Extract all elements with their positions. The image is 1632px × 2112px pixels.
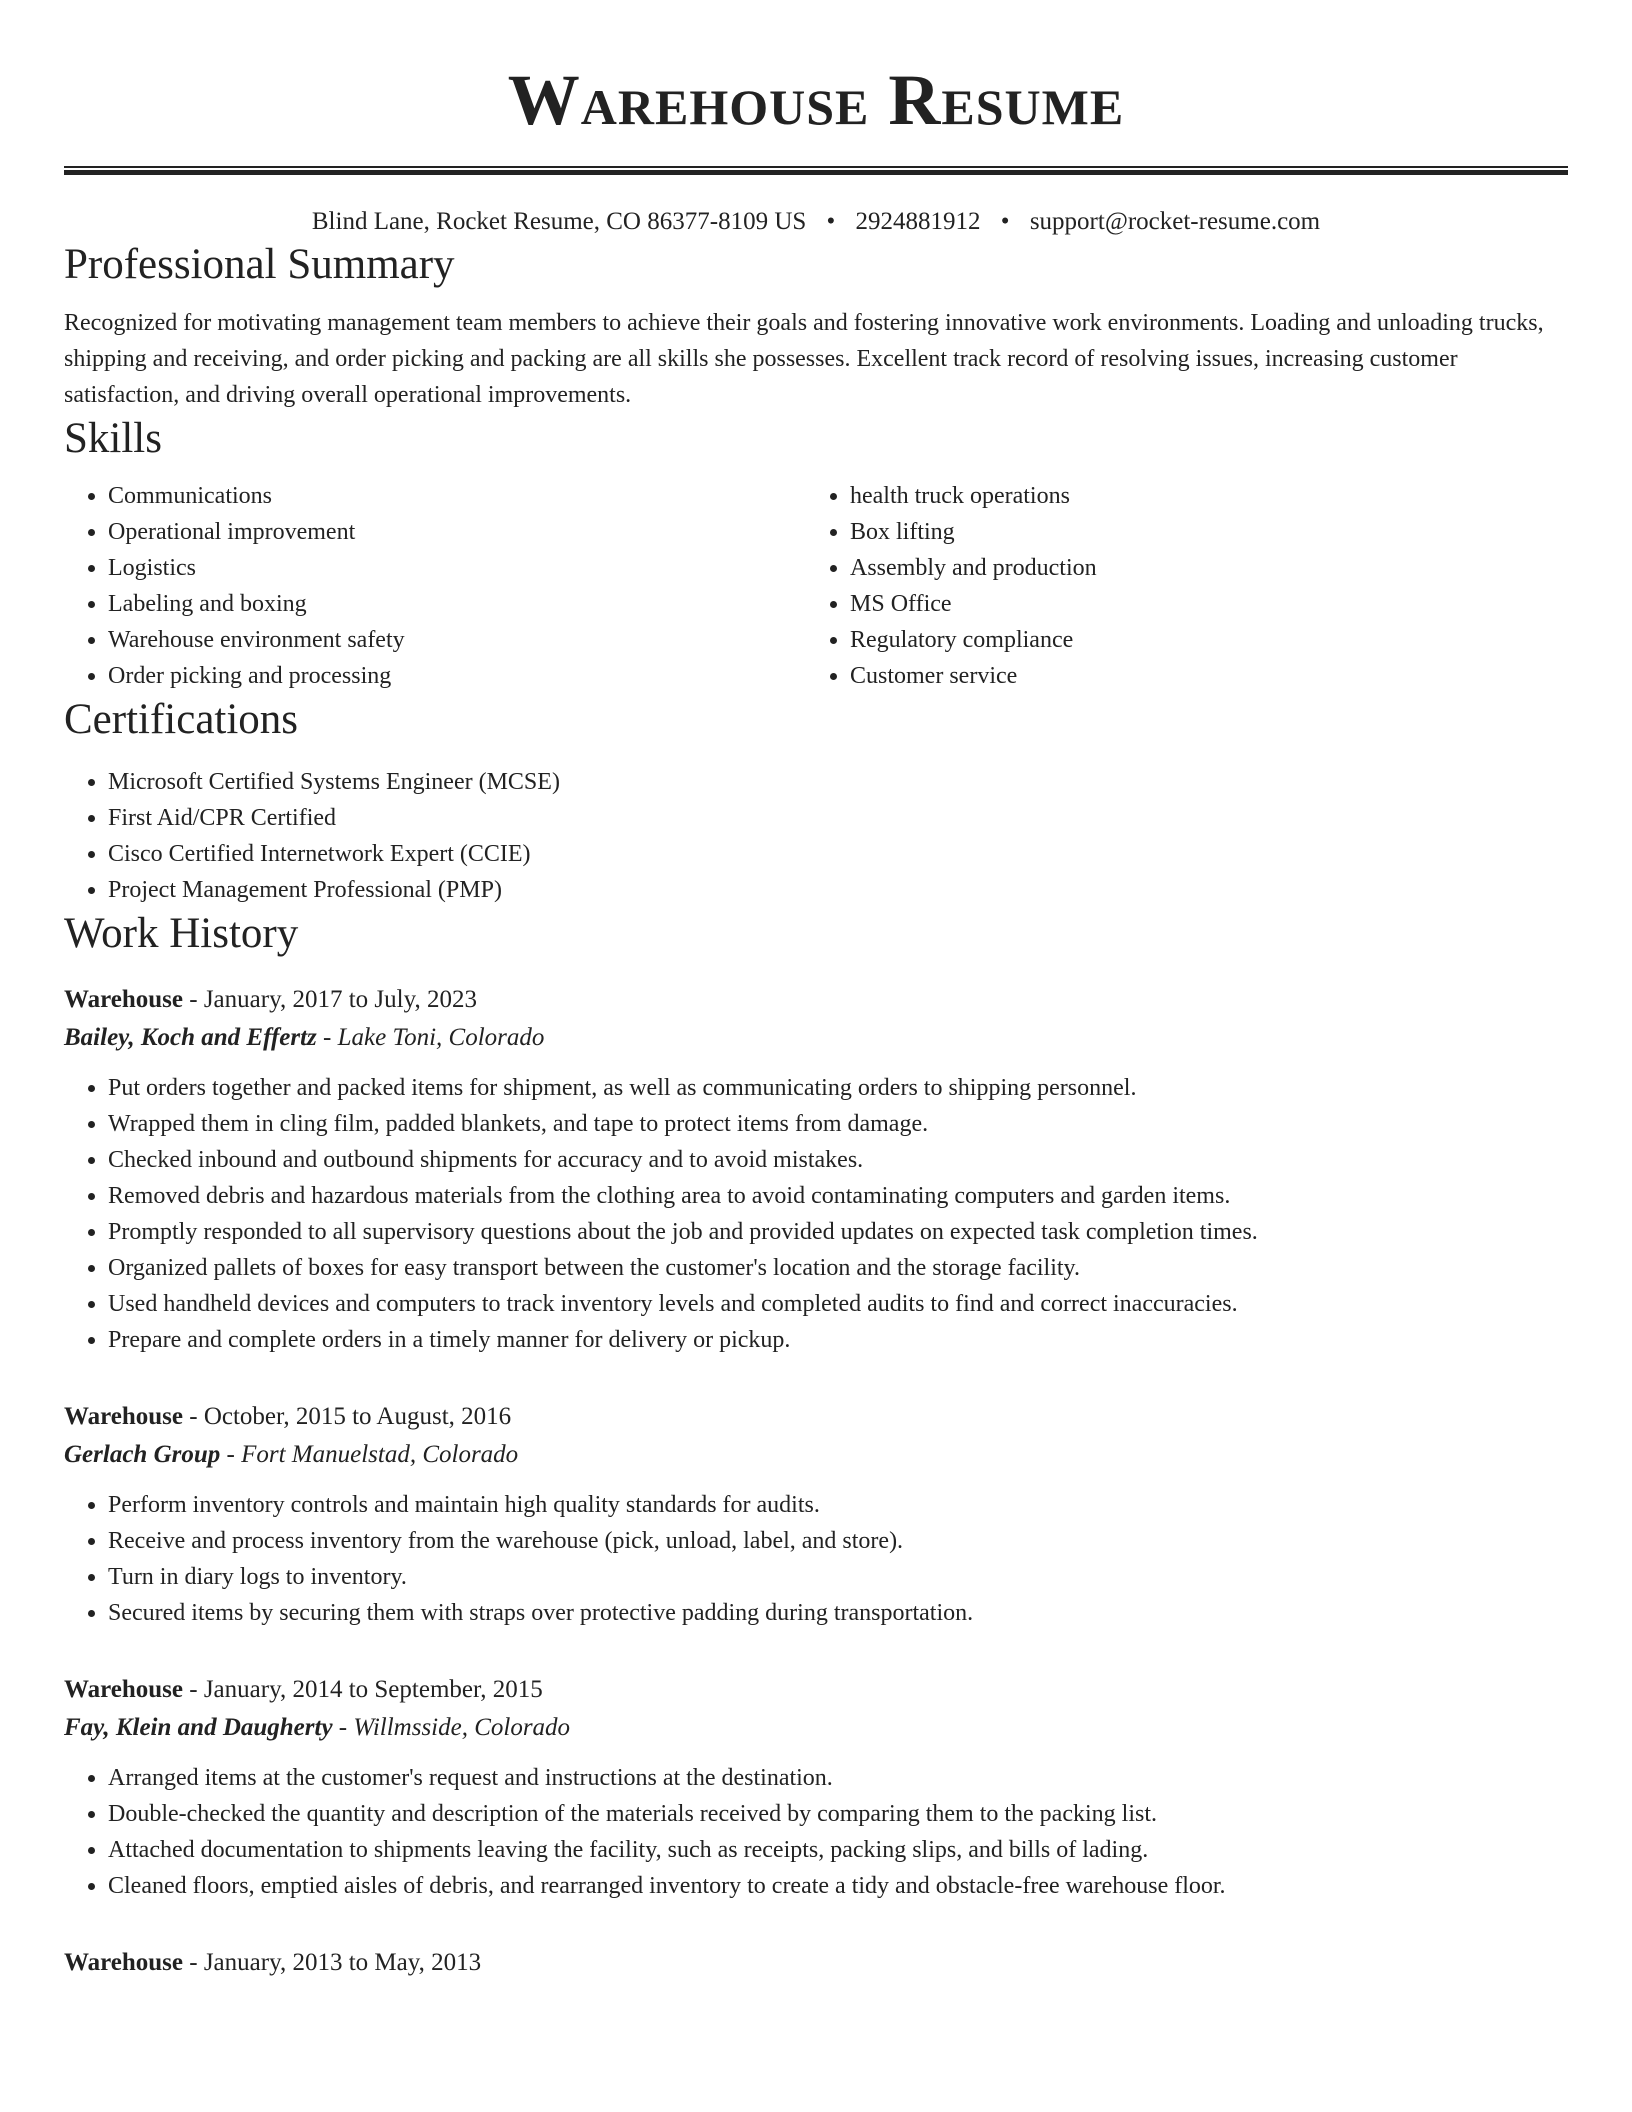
job-dates: January, 2013 to May, 2013 xyxy=(203,1949,482,1977)
job-dash: - xyxy=(183,986,204,1014)
certifications-list xyxy=(64,764,1568,908)
skills-column-left xyxy=(64,478,806,694)
job-title-line xyxy=(64,1398,1568,1436)
job-bullet: • Receive and process inventory from the warehouse (pick, unload, label, and store). xyxy=(108,1523,1568,1559)
job-role: Warehouse xyxy=(64,1403,183,1431)
job-bullet: • Turn in diary logs to inventory. xyxy=(108,1559,1568,1595)
job-company: Bailey, Koch and Effertz xyxy=(64,1024,317,1052)
certification-item: • First Aid/CPR Certified xyxy=(108,800,1568,836)
job-bullet: • Arranged items at the customer's request and instructions at the destination. xyxy=(108,1760,1568,1796)
job-title-line xyxy=(64,981,1568,1019)
job-bullet: • Promptly responded to all supervisory questions about the job and provided updates on expected task completion times. xyxy=(108,1214,1568,1250)
job-bullet: • Prepare and complete orders in a timely manner for delivery or pickup. xyxy=(108,1322,1568,1358)
job-company-line xyxy=(64,1436,1568,1474)
job-dash: - xyxy=(183,1403,204,1431)
skill-item: • Operational improvement xyxy=(108,514,806,550)
job-role: Warehouse xyxy=(64,1676,183,1704)
job-bullets xyxy=(64,1760,1568,1904)
job-title-line xyxy=(64,1944,1568,1982)
job-dates: January, 2017 to July, 2023 xyxy=(203,986,477,1014)
skill-item: • health truck operations xyxy=(850,478,1548,514)
certification-item: • Microsoft Certified Systems Engineer (MCSE) xyxy=(108,764,1568,800)
job-bullet: • Perform inventory controls and maintain high quality standards for audits. xyxy=(108,1487,1568,1523)
contact-phone: 2924881912 xyxy=(855,208,981,235)
skill-item: • Logistics xyxy=(108,550,806,586)
job-location: Fort Manuelstad, Colorado xyxy=(241,1441,519,1469)
job-bullet: • Wrapped them in cling film, padded blankets, and tape to protect items from damage. xyxy=(108,1106,1568,1142)
job-bullet: • Attached documentation to shipments leaving the facility, such as receipts, packing slips, and bills of lading. xyxy=(108,1832,1568,1868)
job-dash: - xyxy=(316,1024,338,1052)
job-role: Warehouse xyxy=(64,986,183,1014)
job-bullet: • Secured items by securing them with straps over protective padding during transportation. xyxy=(108,1595,1568,1631)
skill-item: • Box lifting xyxy=(850,514,1548,550)
certifications-heading: Certifications xyxy=(64,696,299,744)
job-dash: - xyxy=(183,1949,204,1977)
job-entry xyxy=(64,1944,1568,1982)
job-company-line xyxy=(64,1019,1568,1057)
job-bullet: • Organized pallets of boxes for easy transport between the customer's location and the storage facility. xyxy=(108,1250,1568,1286)
job-entry xyxy=(64,1671,1568,1904)
job-dash: - xyxy=(220,1441,242,1469)
contact-separator: • xyxy=(1000,208,1010,235)
resume-title: Warehouse Resume xyxy=(507,60,1125,140)
title-double-rule xyxy=(64,166,1568,175)
skill-item: • Regulatory compliance xyxy=(850,622,1548,658)
skills-list-right xyxy=(806,478,1548,694)
job-bullet: • Cleaned floors, emptied aisles of debris, and rearranged inventory to create a tidy and obstacle-free warehouse floor. xyxy=(108,1868,1568,1904)
skill-item: • Labeling and boxing xyxy=(108,586,806,622)
job-title-line xyxy=(64,1671,1568,1709)
skills-heading: Skills xyxy=(64,414,162,462)
contact-separator: • xyxy=(826,208,836,235)
job-dash: - xyxy=(332,1714,354,1742)
job-entry xyxy=(64,1398,1568,1631)
skills-column-right xyxy=(806,478,1548,694)
skills-grid xyxy=(64,478,1568,694)
contact-email: support@rocket-resume.com xyxy=(1029,208,1321,235)
skill-item: • Assembly and production xyxy=(850,550,1548,586)
certification-item: • Project Management Professional (PMP) xyxy=(108,872,1568,908)
summary-heading: Professional Summary xyxy=(64,241,455,288)
contact-address: Blind Lane, Rocket Resume, CO 86377-8109 US xyxy=(311,208,807,235)
job-dash: - xyxy=(183,1676,204,1704)
job-bullets xyxy=(64,1487,1568,1631)
skills-list-left xyxy=(64,478,806,694)
work-history-heading: Work History xyxy=(64,909,299,957)
job-bullet: • Double-checked the quantity and description of the materials received by comparing them to the packing list. xyxy=(108,1796,1568,1832)
job-company: Fay, Klein and Daugherty xyxy=(64,1714,333,1742)
contact-line xyxy=(64,205,1568,239)
summary-text: Recognized for motivating management team members to achieve their goals and fostering innovative work environments. Loading and unloading trucks, shipping and receiving, and order picking and packing are all skills she possesses. Excellent track record of resolving issues, increasing customer satisfaction, and driving overall operational improvements. xyxy=(64,309,1544,408)
job-bullet: • Used handheld devices and computers to track inventory levels and completed audits to find and correct inaccuracies. xyxy=(108,1286,1568,1322)
job-entry xyxy=(64,981,1568,1358)
job-bullets xyxy=(64,1070,1568,1358)
skill-item: • Warehouse environment safety xyxy=(108,622,806,658)
job-dates: October, 2015 to August, 2016 xyxy=(203,1403,512,1431)
skill-item: • Customer service xyxy=(850,658,1548,694)
job-company-line xyxy=(64,1709,1568,1747)
job-role: Warehouse xyxy=(64,1949,183,1977)
skill-item: • Order picking and processing xyxy=(108,658,806,694)
job-bullet: • Checked inbound and outbound shipments for accuracy and to avoid mistakes. xyxy=(108,1142,1568,1178)
certification-item: • Cisco Certified Internetwork Expert (CCIE) xyxy=(108,836,1568,872)
skill-item: • Communications xyxy=(108,478,806,514)
job-company: Gerlach Group xyxy=(64,1441,221,1469)
job-bullet: • Removed debris and hazardous materials from the clothing area to avoid contaminating computers and garden items. xyxy=(108,1178,1568,1214)
job-location: Willmsside, Colorado xyxy=(353,1714,571,1742)
job-bullet: • Put orders together and packed items for shipment, as well as communicating orders to shipping personnel. xyxy=(108,1070,1568,1106)
skill-item: • MS Office xyxy=(850,586,1548,622)
job-location: Lake Toni, Colorado xyxy=(337,1024,545,1052)
job-dates: January, 2014 to September, 2015 xyxy=(203,1676,543,1704)
